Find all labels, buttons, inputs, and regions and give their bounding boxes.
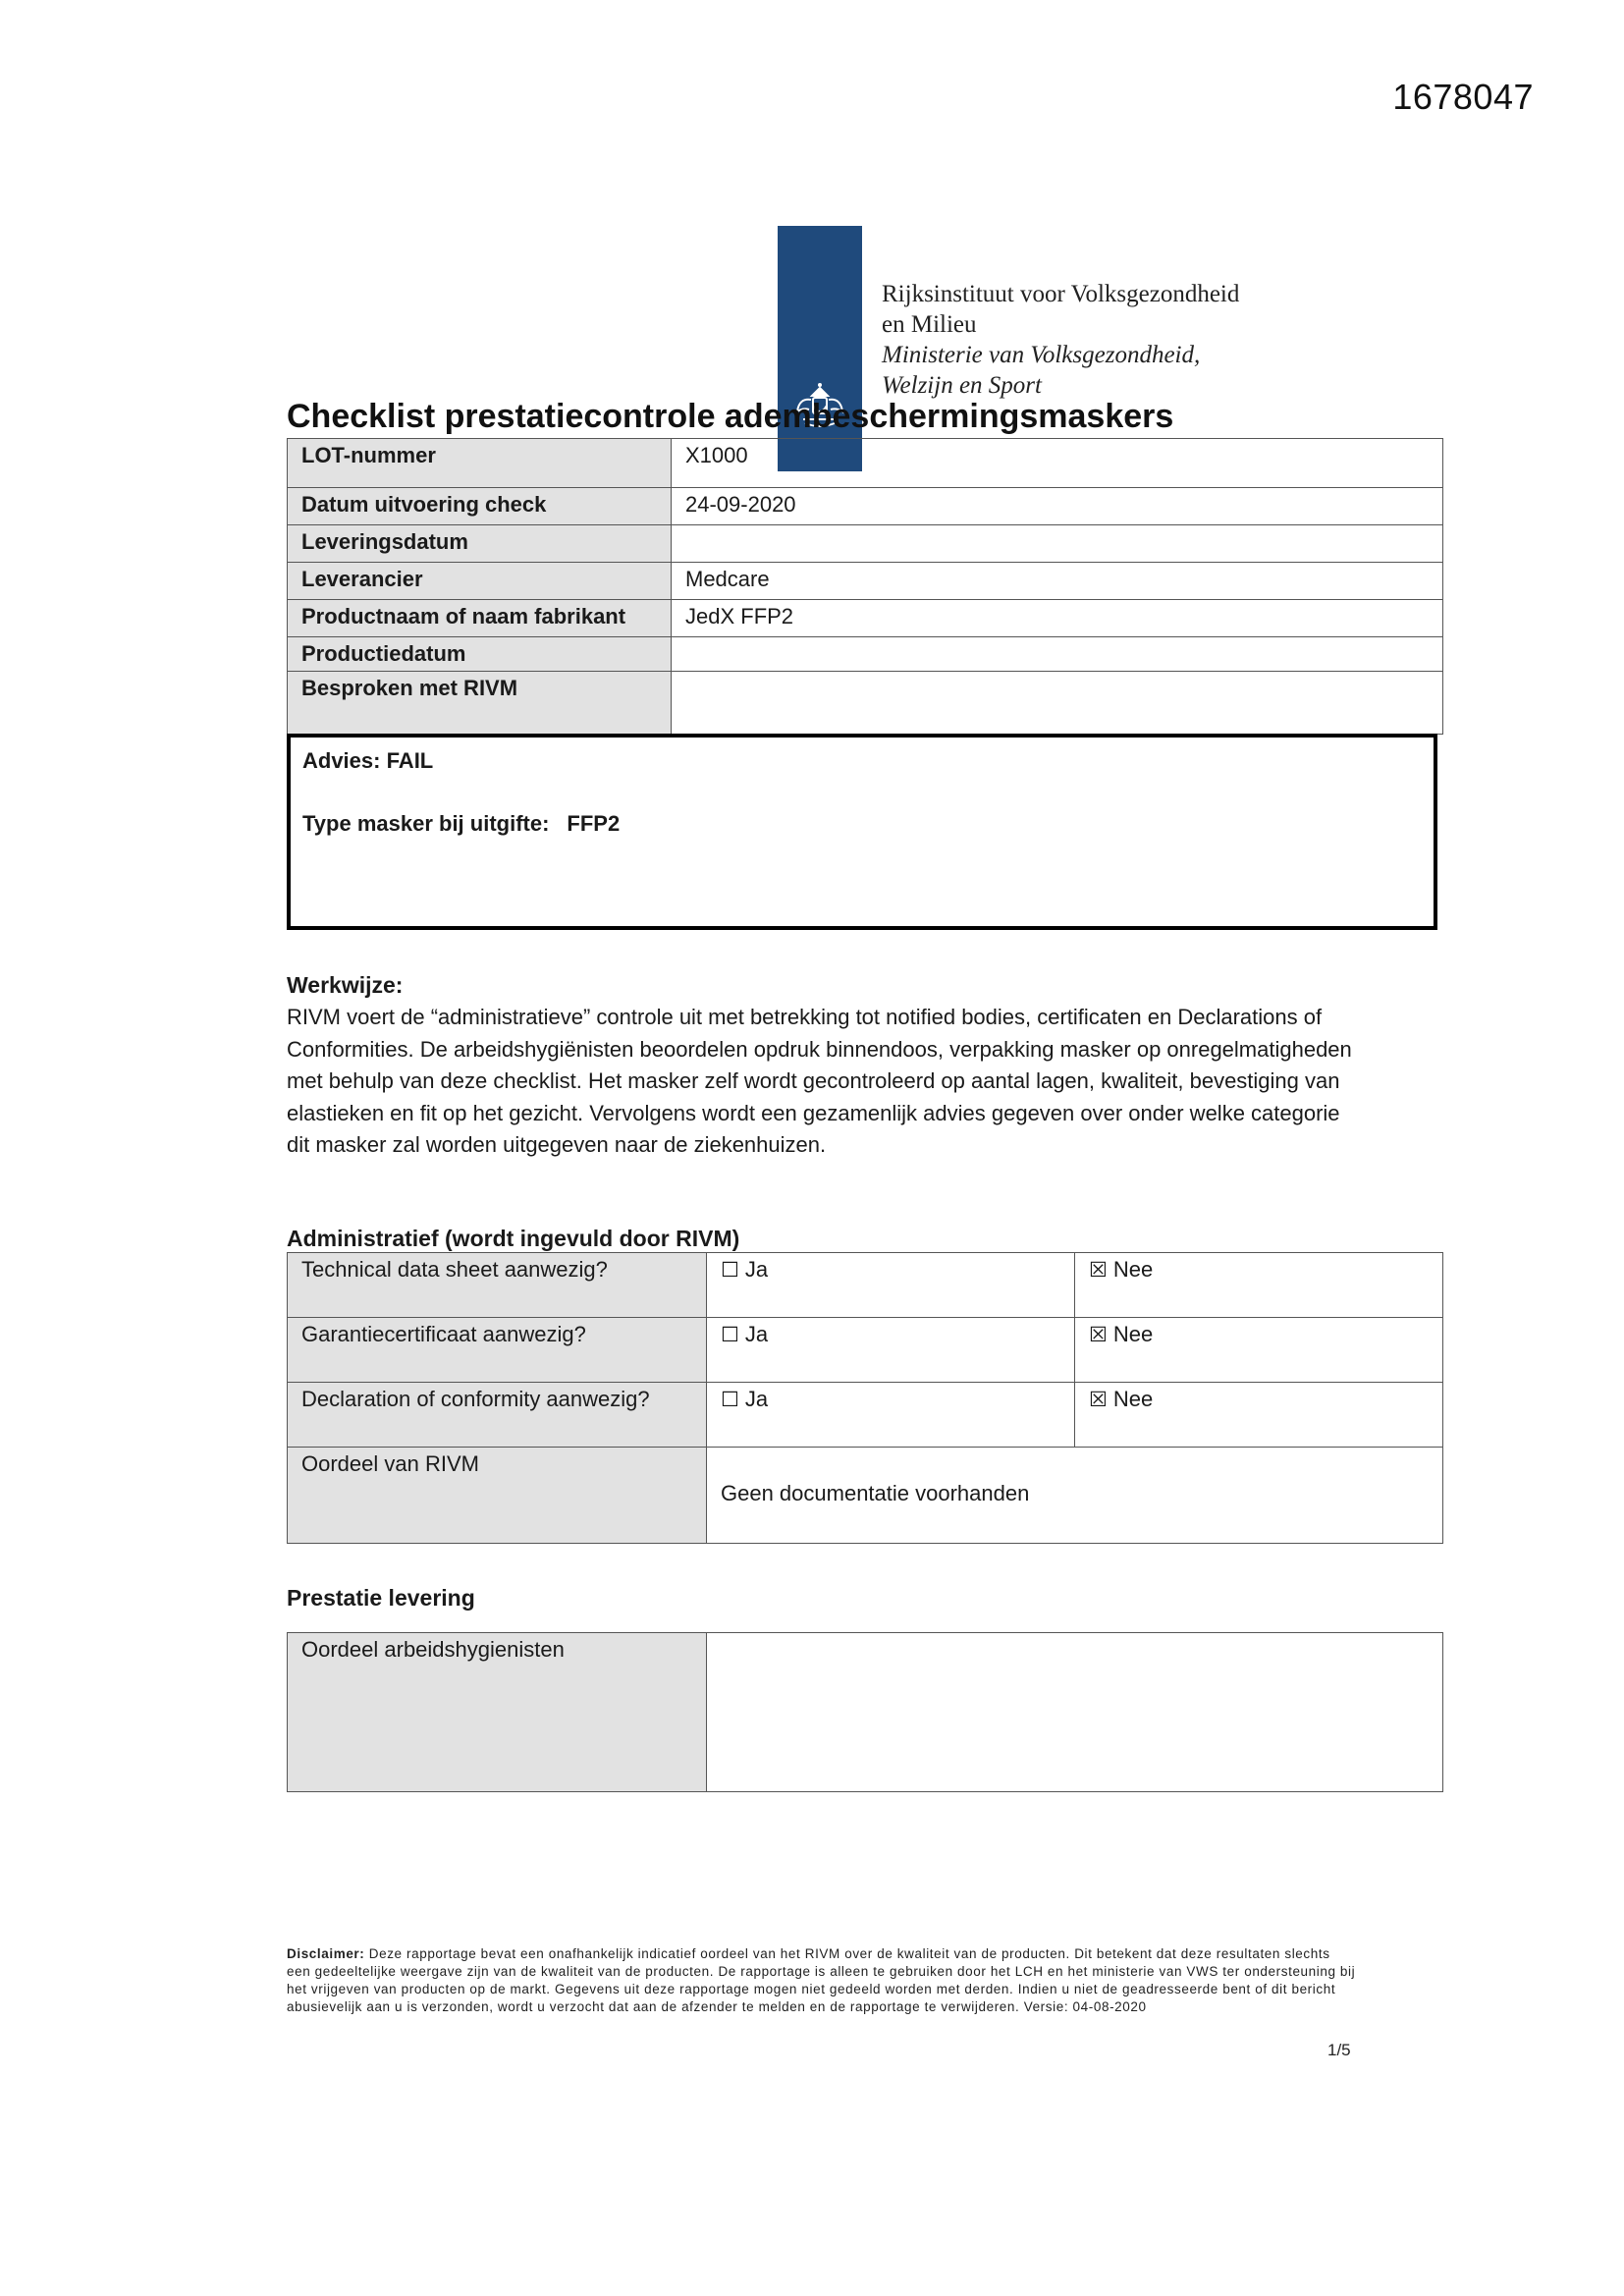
oordeel-rivm-label: Oordeel van RIVM: [288, 1448, 707, 1544]
prestatie-table: [287, 1632, 1443, 1792]
checkbox-unchecked-icon[interactable]: ☐: [721, 1258, 739, 1282]
ja-label: Ja: [744, 1322, 769, 1346]
ministry-line-2: Welzijn en Sport: [882, 372, 1042, 399]
table-row: [288, 1253, 1443, 1318]
werkwijze-text: RIVM voert de “administratieve” controle uit met betrekking tot notified bodies, certificaten en Declarations of Conformities. De arbeidshygiënisten beoordelen opdruk binnendoos, verpakking masker op onregelmatigheden met behulp van deze checklist. Het masker zelf wordt gecontroleerd op aantal lagen, kwaliteit, bevestiging van elastieken en fit op het gezicht. Vervolgens wordt een gezamenlijk advies gegeven over onder welke categorie dit masker zal worden uitgegeven naar de ziekenhuizen.: [287, 1005, 1352, 1157]
document-id: 1678047: [1392, 77, 1534, 117]
org-line-2: en Milieu: [882, 311, 977, 338]
nee-label: Nee: [1112, 1387, 1154, 1411]
nee-label: Nee: [1112, 1322, 1154, 1346]
row-value: JedX FFP2: [672, 600, 1443, 637]
oordeel-arbeidshygienisten-value: [707, 1633, 1443, 1792]
advice-box: [287, 734, 1437, 930]
row-label: Leverancier: [288, 563, 672, 600]
nee-option[interactable]: [1075, 1383, 1443, 1448]
advice-result: Advies: FAIL: [302, 748, 434, 773]
checkbox-unchecked-icon[interactable]: ☐: [721, 1388, 739, 1411]
table-row: [288, 525, 1443, 563]
nee-label: Nee: [1112, 1257, 1154, 1282]
oordeel-rivm-value: Geen documentatie voorhanden: [707, 1448, 1443, 1544]
werkwijze-heading: Werkwijze:: [287, 972, 404, 998]
checkbox-unchecked-icon[interactable]: ☐: [721, 1323, 739, 1346]
ja-option[interactable]: [707, 1383, 1075, 1448]
table-row: [288, 1633, 1443, 1792]
oordeel-arbeidshygienisten-label: Oordeel arbeidshygienisten: [288, 1633, 707, 1792]
mask-type-row: [302, 808, 1422, 840]
checkbox-checked-icon[interactable]: ☒: [1089, 1258, 1108, 1282]
row-label: Datum uitvoering check: [288, 488, 672, 525]
question-label: Technical data sheet aanwezig?: [288, 1253, 707, 1318]
ja-label: Ja: [744, 1387, 769, 1411]
disclaimer: [287, 1945, 1357, 2016]
administratief-heading: Administratief (wordt ingevuld door RIVM): [287, 1226, 740, 1251]
row-label: LOT-nummer: [288, 439, 672, 488]
row-value: [672, 637, 1443, 672]
organization-name: [882, 279, 1239, 401]
row-label: Leveringsdatum: [288, 525, 672, 563]
row-label: Productiedatum: [288, 637, 672, 672]
row-value: Medcare: [672, 563, 1443, 600]
row-value: 24-09-2020: [672, 488, 1443, 525]
ja-option[interactable]: [707, 1318, 1075, 1383]
document-title: Checklist prestatiecontrole adembeschermingsmaskers: [287, 398, 1174, 435]
org-line-1: Rijksinstituut voor Volksgezondheid: [882, 281, 1240, 307]
disclaimer-label: Disclaimer:: [287, 1946, 365, 1961]
prestatie-heading: Prestatie levering: [287, 1585, 475, 1611]
mask-type-value: FFP2: [567, 811, 621, 836]
table-row: [288, 1448, 1443, 1544]
row-value: X1000: [672, 439, 1443, 488]
ministry-line-1: Ministerie van Volksgezondheid,: [882, 342, 1201, 368]
ja-label: Ja: [744, 1257, 769, 1282]
checkbox-checked-icon[interactable]: ☒: [1089, 1323, 1108, 1346]
table-row: [288, 600, 1443, 637]
disclaimer-text: Deze rapportage bevat een onafhankelijk indicatief oordeel van het RIVM over de kwaliteit van de producten. Dit betekent dat deze resultaten slechts een gedeeltelijke weergave zijn van de kwaliteit van de producten. De rapportage is alleen te gebruiken door het LCH en het ministerie van VWS ter ondersteuning bij het vrijgeven van producten op de markt. Gegevens uit deze rapportage mogen niet gedeeld worden met derden. Indien u niet de geadresseerde bent of dit bericht abusievelijk aan u is verzonden, wordt u verzocht dat aan de afzender te melden en de rapportage te verwijderen. Versie: 04-08-2020: [287, 1946, 1356, 2014]
question-label: Declaration of conformity aanwezig?: [288, 1383, 707, 1448]
table-row: [288, 1318, 1443, 1383]
row-label: Besproken met RIVM: [288, 672, 672, 735]
row-value: [672, 672, 1443, 735]
table-row: [288, 1383, 1443, 1448]
ja-option[interactable]: [707, 1253, 1075, 1318]
row-label: Productnaam of naam fabrikant: [288, 600, 672, 637]
page-number: 1/5: [1327, 2041, 1351, 2059]
table-row: [288, 488, 1443, 525]
question-label: Garantiecertificaat aanwezig?: [288, 1318, 707, 1383]
nee-option[interactable]: [1075, 1253, 1443, 1318]
checkbox-checked-icon[interactable]: ☒: [1089, 1388, 1108, 1411]
lot-info-table: [287, 438, 1443, 735]
mask-type-label: Type masker bij uitgifte:: [302, 811, 550, 836]
table-row: [288, 563, 1443, 600]
table-row: [288, 672, 1443, 735]
nee-option[interactable]: [1075, 1318, 1443, 1383]
table-row: [288, 439, 1443, 488]
table-row: [288, 637, 1443, 672]
administratief-table: [287, 1252, 1443, 1544]
row-value: [672, 525, 1443, 563]
